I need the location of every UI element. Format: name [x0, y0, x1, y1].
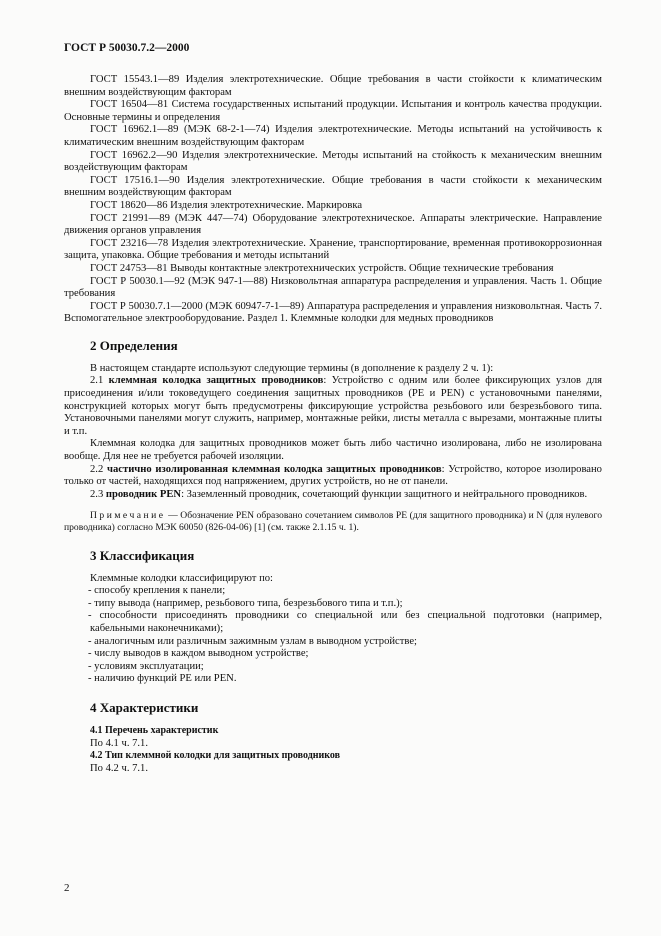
reference-item: ГОСТ 21991—89 (МЭК 447—74) Оборудование электротехническое. Аппараты электрические. Направление движения органов управления	[64, 212, 602, 237]
definition-2-1: 2.1 клеммная колодка защитных проводников: Устройство с одним или более фиксирующих узлов для присоединения и/или токоведущего соединения защитных проводников (PE и PEN) с установочными панелями, конструкцией которых могут быть предусмотрены фиксирующие устройства резьбового или безрезьбового типа. Установочными панелями могут служить, например, монтажные рейки, листы металла с вырезами, монтажные плиты и т.п.	[64, 375, 602, 437]
reference-item: ГОСТ 23216—78 Изделия электротехнические. Хранение, транспортирование, временная противокоррозионная защита, упаковка. Общие требования и методы испытаний	[64, 237, 602, 262]
subsection-4-1-title: 4.1 Перечень характеристик	[90, 724, 219, 736]
reference-item: ГОСТ 16504—81 Система государственных испытаний продукции. Испытания и контроль качества продукции. Основные термины и определения	[64, 99, 602, 123]
list-item: - условиям эксплуатации;	[88, 660, 204, 672]
subsection-4-1-text: По 4.1 ч. 7.1.	[90, 737, 149, 749]
reference-item: ГОСТ 24753—81 Выводы контактные электротехнических устройств. Общие технические требования	[90, 262, 554, 274]
list-item: - типу вывода (например, резьбового типа, безрезьбового типа и т.п.);	[88, 597, 403, 609]
note: Примечание — Обозначение PEN образовано сочетанием символов PE (для защитного проводника) и N (для нулевого проводника) согласно МЭК 60050 (826-04-06) [1] (см. также 2.1.15 ч. 1).	[64, 510, 602, 533]
section-2-body	[64, 363, 602, 534]
reference-item: ГОСТ 16962.2—90 Изделия электротехнические. Методы испытаний на стойкость к механическим внешним воздействующим факторам	[64, 149, 602, 174]
section-3-intro: Клеммные колодки классифицируют по:	[90, 572, 273, 584]
references-list	[64, 74, 602, 326]
classification-list	[64, 585, 602, 686]
page-number: 2	[64, 882, 70, 894]
definition-2-3: 2.3 проводник PEN: Заземленный проводник, сочетающий функции защитного и нейтрального проводников.	[90, 488, 588, 500]
section-4-title: 4 Характеристики	[90, 699, 199, 715]
section-2-title: 2 Определения	[90, 337, 178, 353]
reference-item: ГОСТ Р 50030.1—92 (МЭК 947-1—88) Низковольтная аппаратура распределения и управления. Часть 1. Общие требования	[64, 275, 602, 300]
reference-item: ГОСТ 17516.1—90 Изделия электротехнические. Общие требования в части стойкости к механическим внешним воздействующим факторам	[64, 174, 602, 199]
definition-2-1-extra: Клеммная колодка для защитных проводников может быть либо частично изолирована, либо не изолирована вообще. Для нее не требуется рабочей изоляции.	[64, 438, 602, 463]
section-3-title: 3 Классификация	[90, 547, 195, 563]
subsection-4-2-text: По 4.2 ч. 7.1.	[90, 762, 149, 774]
list-item: - наличию функций PE или PEN.	[88, 673, 237, 685]
reference-item: ГОСТ 18620—86 Изделия электротехнические. Маркировка	[90, 199, 363, 211]
reference-item: ГОСТ Р 50030.7.1—2000 (МЭК 60947-7-1—89) Аппаратура распределения и управления низковольтная. Часть 7. Вспомогательное электрооборудование. Раздел 1. Клеммные колодки для медных проводников	[64, 300, 602, 325]
list-item: - аналогичным или различным зажимным узлам в выводном устройстве;	[88, 635, 417, 647]
section-3-body	[64, 573, 602, 686]
list-item: - числу выводов в каждом выводном устройстве;	[88, 648, 309, 660]
section-4-body	[64, 725, 602, 775]
subsection-4-2-title: 4.2 Тип клеммной колодки для защитных проводников	[90, 750, 341, 762]
page-header: ГОСТ Р 50030.7.2—2000	[64, 42, 190, 54]
list-item: - способу крепления к панели;	[88, 585, 226, 597]
reference-item: ГОСТ 16962.1—89 (МЭК 68-2-1—74) Изделия электротехнические. Методы испытаний на устойчивость к климатическим внешним воздействующим факторам	[64, 124, 602, 148]
section-2-intro: В настоящем стандарте используют следующие термины (в дополнение к разделу 2 ч. 1):	[90, 362, 494, 374]
reference-item: ГОСТ 15543.1—89 Изделия электротехнические. Общие требования в части стойкости к климатическим внешним воздействующим факторам	[64, 74, 602, 98]
page-content	[64, 74, 602, 775]
list-item: - способности присоединять проводники со специальной или без специальной подготовки (например, кабельными наконечниками);	[88, 610, 602, 634]
definition-2-2: 2.2 частично изолированная клеммная колодка защитных проводников: Устройство, которое изолировано только от частей, находящихся под напряжением, других устройств, но не от панели.	[64, 463, 602, 488]
